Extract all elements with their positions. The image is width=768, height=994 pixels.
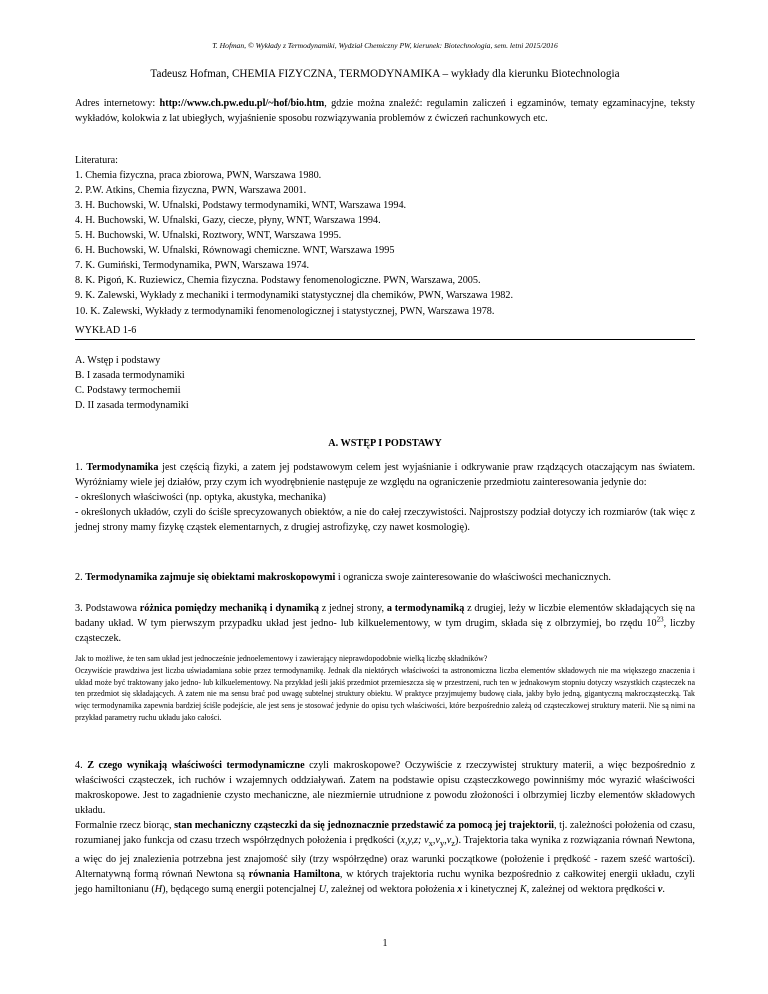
literature-item: 1. Chemia fizyczna, praca zbiorowa, PWN, Warszawa 1980.	[75, 170, 322, 182]
p4-2n: x	[457, 883, 463, 895]
p1-line2: - określonych właściwości (np. optyka, akustyka, mechanika)	[75, 492, 326, 504]
p4-2f: ,v	[444, 835, 452, 847]
p3-text-e: , liczby cząsteczek.	[75, 618, 695, 645]
p3-bold-2: a termodynamiką	[386, 603, 465, 614]
p4-2p: K	[519, 883, 527, 895]
address-paragraph	[75, 96, 695, 126]
p4-number: 4.	[75, 760, 88, 771]
literature-heading: Literatura:	[75, 155, 118, 166]
literature-item: 4. H. Buchowski, W. Ufnalski, Gazy, ciecze, płyny, WNT, Warszawa 1994.	[75, 215, 381, 227]
page-number: 1	[382, 938, 388, 949]
course-title: Tadeusz Hofman, CHEMIA FIZYCZNA, TERMODYNAMIKA – wykłady dla kierunku Biotechnologia	[150, 68, 620, 80]
p2-bold: Termodynamika zajmuje się obiektami makroskopowymi	[85, 572, 336, 583]
topic-item: A. Wstęp i podstawy	[75, 355, 161, 366]
running-header: T. Hofman, © Wykłady z Termodynamiki, Wydział Chemiczny PW, kierunek: Biotechnologia, sem. letni 2015/2016	[212, 41, 558, 50]
p1-line3: - określonych układów, czyli do ściśle sprecyzowanych obiektów, a nie do całej rzeczywistości. Najprostszy podział dotyczy ich rozmiarów (tak więc z jednej strony mamy fizykę cząstek elementarnych, z drugiej astrofizykę, czy nawet kosmologię).	[75, 507, 695, 534]
paragraph-2	[75, 570, 695, 585]
p4-2q: , zależnej od wektora prędkości	[526, 883, 658, 895]
p4-sub-y: y	[439, 838, 445, 849]
p4-bold: Z czego wynikają właściwości termodynamiczne	[87, 760, 305, 771]
p1-text: jest częścią fizyki, a zatem jej podstawowym celem jest wyjaśnianie i odkrywanie praw rządzących otaczającym nas światem. Wyróżniamy wiele jej działów, przy czym ich wyodrębnienie następuje ze względu na ograniczenie przedmiotu zainteresowania jedynie do:	[75, 462, 695, 489]
p2-text: i ogranicza swoje zainteresowanie do właściwości mechanicznych.	[335, 572, 611, 583]
literature-item: 9. K. Zalewski, Wykłady z mechaniki i termodynamiki statystycznej dla chemików, PWN, Warszawa 1982.	[75, 290, 514, 302]
lecture-topics	[75, 353, 695, 413]
p4-2e: ,v	[432, 835, 440, 847]
p4-2k: ), będącego sumą energii potencjalnej	[162, 883, 319, 895]
p2-number: 2.	[75, 572, 86, 583]
p3-text-c: z jednej strony,	[318, 603, 387, 614]
p4-2i: , w których trajektoria ruchu wynika bezpośrednio z całkowitej energii układu, czyli jego hamiltonianu (	[75, 868, 696, 895]
literature-item: 6. H. Buchowski, W. Ufnalski, Równowagi chemiczne. WNT, Warszawa 1995	[75, 245, 395, 257]
p4-2h: równania Hamiltona	[248, 868, 340, 880]
p4-sub-x: x	[428, 838, 433, 849]
p4-2o: i kinetycznej	[462, 883, 520, 895]
topic-item: C. Podstawy termochemii	[75, 385, 181, 397]
literature-item: 7. K. Gumiński, Termodynamika, PWN, Warszawa 1974.	[75, 260, 310, 272]
p4-2m: , zależnej od wektora położenia	[326, 883, 458, 895]
topic-item: D. II zasada termodynamiki	[75, 400, 189, 412]
p3-text-d: z drugiej, leży w liczbie elementów składających się na badany układ. W tym pierwszym przypadku układ jest jedno- lub kilkuelementowy, w tym drugim, składa się z olbrzymiej, bo rzędu 10	[75, 603, 695, 630]
literature-section	[75, 153, 695, 319]
p4-2b: stan mechaniczny cząsteczki da się jednoznacznie przedstawić za pomocą jej trajektorii	[174, 820, 554, 832]
p3-exponent: 23	[656, 615, 664, 624]
address-suffix: , gdzie można znaleźć: regulamin zaliczeń i egzaminów, tematy egzaminacyjne, teksty wykładów, kolokwia z lat ubiegłych, wyjaśnienie sposobu rozwiązywania problemów z ćwiczeń rachunkowych etc.	[75, 98, 695, 125]
p4-2a: Formalnie rzecz biorąc,	[75, 820, 175, 832]
p4-paragraph-2	[75, 818, 695, 897]
topic-item: B. I zasada termodynamiki	[75, 370, 185, 382]
lecture-heading: WYKŁAD 1-6	[75, 325, 137, 336]
p1-bold: Termodynamika	[86, 462, 159, 473]
horizontal-divider	[75, 339, 695, 340]
p4-text: czyli makroskopowe? Oczywiście z rzeczywistej struktury materii, a więc bezpośrednio z właściwości cząsteczek, ich ruchów i wzajemnych oddziaływań. Zatem na podstawie opisu cząsteczkowego powinniśmy móc wyrazić właściwości makroskopowe. Jest to zagadnienie czysto mechaniczne, ale niezmiernie utrudnione z powodu złożoności i olbrzymiej liczby elementów składowych układu.	[75, 760, 695, 817]
p4-2l: U	[318, 883, 327, 895]
paragraph-1	[75, 460, 695, 535]
paragraph-3	[75, 601, 695, 646]
literature-item: 8. K. Pigoń, K. Ruziewicz, Chemia fizyczna. Podstawy fenomenologiczne. PWN, Warszawa, 2005.	[75, 275, 481, 287]
p3-bold-1: różnica pomiędzy mechaniką i dynamiką	[139, 603, 319, 614]
paragraph-4	[75, 758, 695, 897]
p1-number: 1.	[75, 462, 87, 473]
lecture-heading-block	[75, 323, 695, 338]
note-question: Jak to możliwe, że ten sam układ jest jednocześnie jednoelementowy i zawierający nieprawdopodobnie wielką liczbę składników?	[75, 654, 488, 663]
p4-2s: .	[662, 883, 665, 895]
course-url-link[interactable]: http://www.ch.pw.edu.pl/~hof/bio.htm	[159, 98, 325, 109]
note-answer: Oczywiście prawdziwa jest liczba uświadamiana sobie przez termodynamikę. Jednak dla niektórych właściwości ta astronomiczna liczba elementów składowych nie ma większego znaczenia i układ może być traktowany jako jedno- lub kilkuelementowy. Na przykład jeśli jakiś przedmiot przemieszcza się w przestrzeni, ruch ten w jednakowym stopniu dotyczy wszystkich cząsteczek na ten przedmiot się składających. A zatem nie ma sensu brać pod uwagę subtelnej struktury obiektu. W praktyce przyjmujemy budowę ciała, jakby było jedną, gigantyczną makrocząsteczką. Tak więc termodynamika zapewnia bardziej ściśle podejście, ale jest sens je stosować jedynie do opisu tych właściwości, które bezpośrednio zależą od cząsteczkowej struktury materii. Nie są nimi na przykład parametry ruchu układu jako całości.	[75, 665, 695, 722]
p4-sub-z: z	[451, 838, 456, 849]
literature-item: 3. H. Buchowski, W. Ufnalski, Podstawy termodynamiki, WNT, Warszawa 1994.	[75, 200, 407, 212]
p4-2g: ). Trajektoria taka wynika z rozwiązania równań Newtona, a więc do jej znalezienia potrzebna jest znajomość siły (trzy współrzędne) oraz warunki początkowe (położenie i prędkość - razem sześć wartości). Alternatywną formą równań Newtona są	[75, 835, 695, 880]
p4-2c: , tj. zależności położenia od czasu, rozumianej jako funkcja od czasu trzech współrzędnych położenia i prędkości (	[75, 820, 695, 847]
literature-list	[75, 168, 695, 318]
literature-item: 2. P.W. Atkins, Chemia fizyczna, PWN, Warszawa 2001.	[75, 185, 307, 197]
p4-2j: H	[154, 883, 163, 895]
section-heading: A. WSTĘP I PODSTAWY	[328, 438, 442, 449]
literature-item: 10. K. Zalewski, Wykłady z termodynamiki fenomenologicznej i statystycznej, PWN, Warszawa 1978.	[75, 305, 495, 317]
note-block	[75, 653, 695, 724]
p4-2d: x,y,z; v	[400, 835, 429, 847]
p3-text-a: 3. Podstawowa	[75, 603, 140, 614]
literature-item: 5. H. Buchowski, W. Ufnalski, Roztwory, WNT, Warszawa 1995.	[75, 230, 342, 242]
address-prefix: Adres internetowy:	[75, 98, 160, 109]
p4-2r: v	[657, 883, 663, 895]
